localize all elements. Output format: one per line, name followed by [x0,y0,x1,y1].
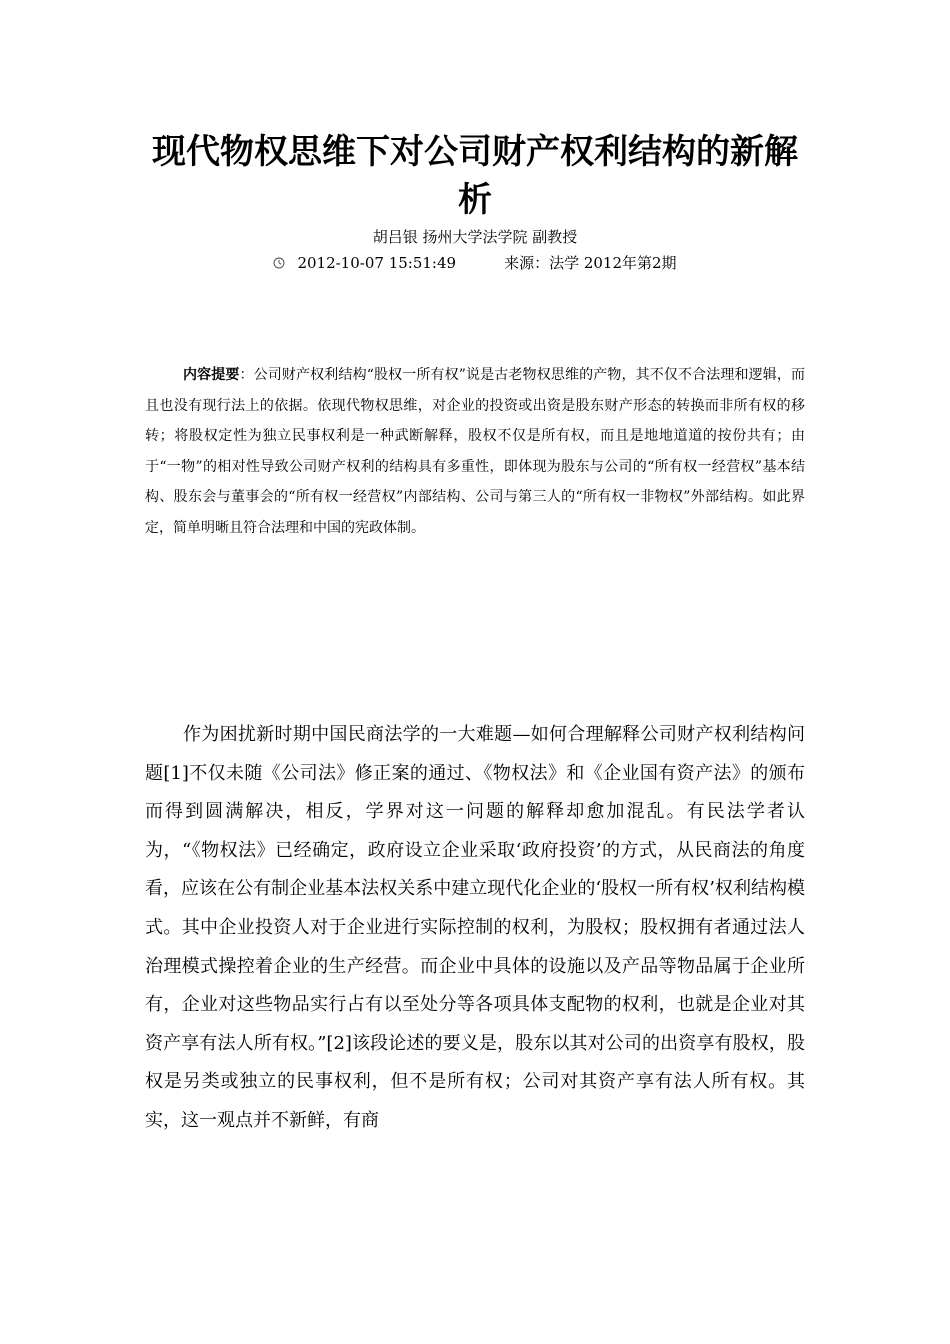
article-title: 现代物权思维下对公司财产权利结构的新解析 [152,132,798,220]
publish-date: 2012-10-07 15:51:49 [297,254,457,272]
body-paragraph: 作为困扰新时期中国民商法学的一大难题—如何合理解释公司财产权利结构问题[1]不仅未随《公司法》修正案的通过、《物权法》和《企业国有资产法》的颁布而得到圆满解决，相反，学界对这一问题的解释却愈加混乱。有民法学者认为，“《物权法》已经确定，政府设立企业采取‘政府投资’的方式，从民商法的角度看，应该在公有制企业基本法权关系中建立现代化企业的‘股权一所有权’权利结构模式。其中企业投资人对于企业进行实际控制的权利，为股权；股权拥有者通过法人治理模式操控着企业的生产经营。而企业中具体的设施以及产品等物品属于企业所有，企业对这些物品实行占有以至处分等各项具体支配物的权利，也就是企业对其资产享有法人所有权。”[2]该段论述的要义是，股东以其对公司的出资享有股权，股权是另类或独立的民事权利，但不是所有权；公司对其资产享有法人所有权。其实，这一观点并不新鲜，有商 [145,724,805,1131]
clock-icon [273,252,285,274]
abstract-label: 内容提要 [183,367,240,383]
abstract-text: ：公司财产权利结构“股权一所有权”说是古老物权思维的产物，其不仅不合法理和逻辑，而且也没有现行法上的依据。依现代物权思维，对企业的投资或出资是股东财产形态的转换而非所有权的移转；将股权定性为独立民事权利是一种武断解释，股权不仅是所有权，而且是地地道道的按份共有；由于“一物”的相对性导致公司财产权利的结构具有多重性，即体现为股东与公司的“所有权一经营权”基本结构、股东会与董事会的“所有权一经营权”内部结构、公司与第三人的“所有权一非物权”外部结构。如此界定，简单明晰且符合法理和中国的宪政体制。 [145,367,806,536]
abstract [145,360,805,543]
author-line: 胡吕银 扬州大学法学院 副教授 [372,228,578,246]
article-meta [145,252,805,274]
article-source: 来源：法学 2012年第2期 [504,254,677,272]
